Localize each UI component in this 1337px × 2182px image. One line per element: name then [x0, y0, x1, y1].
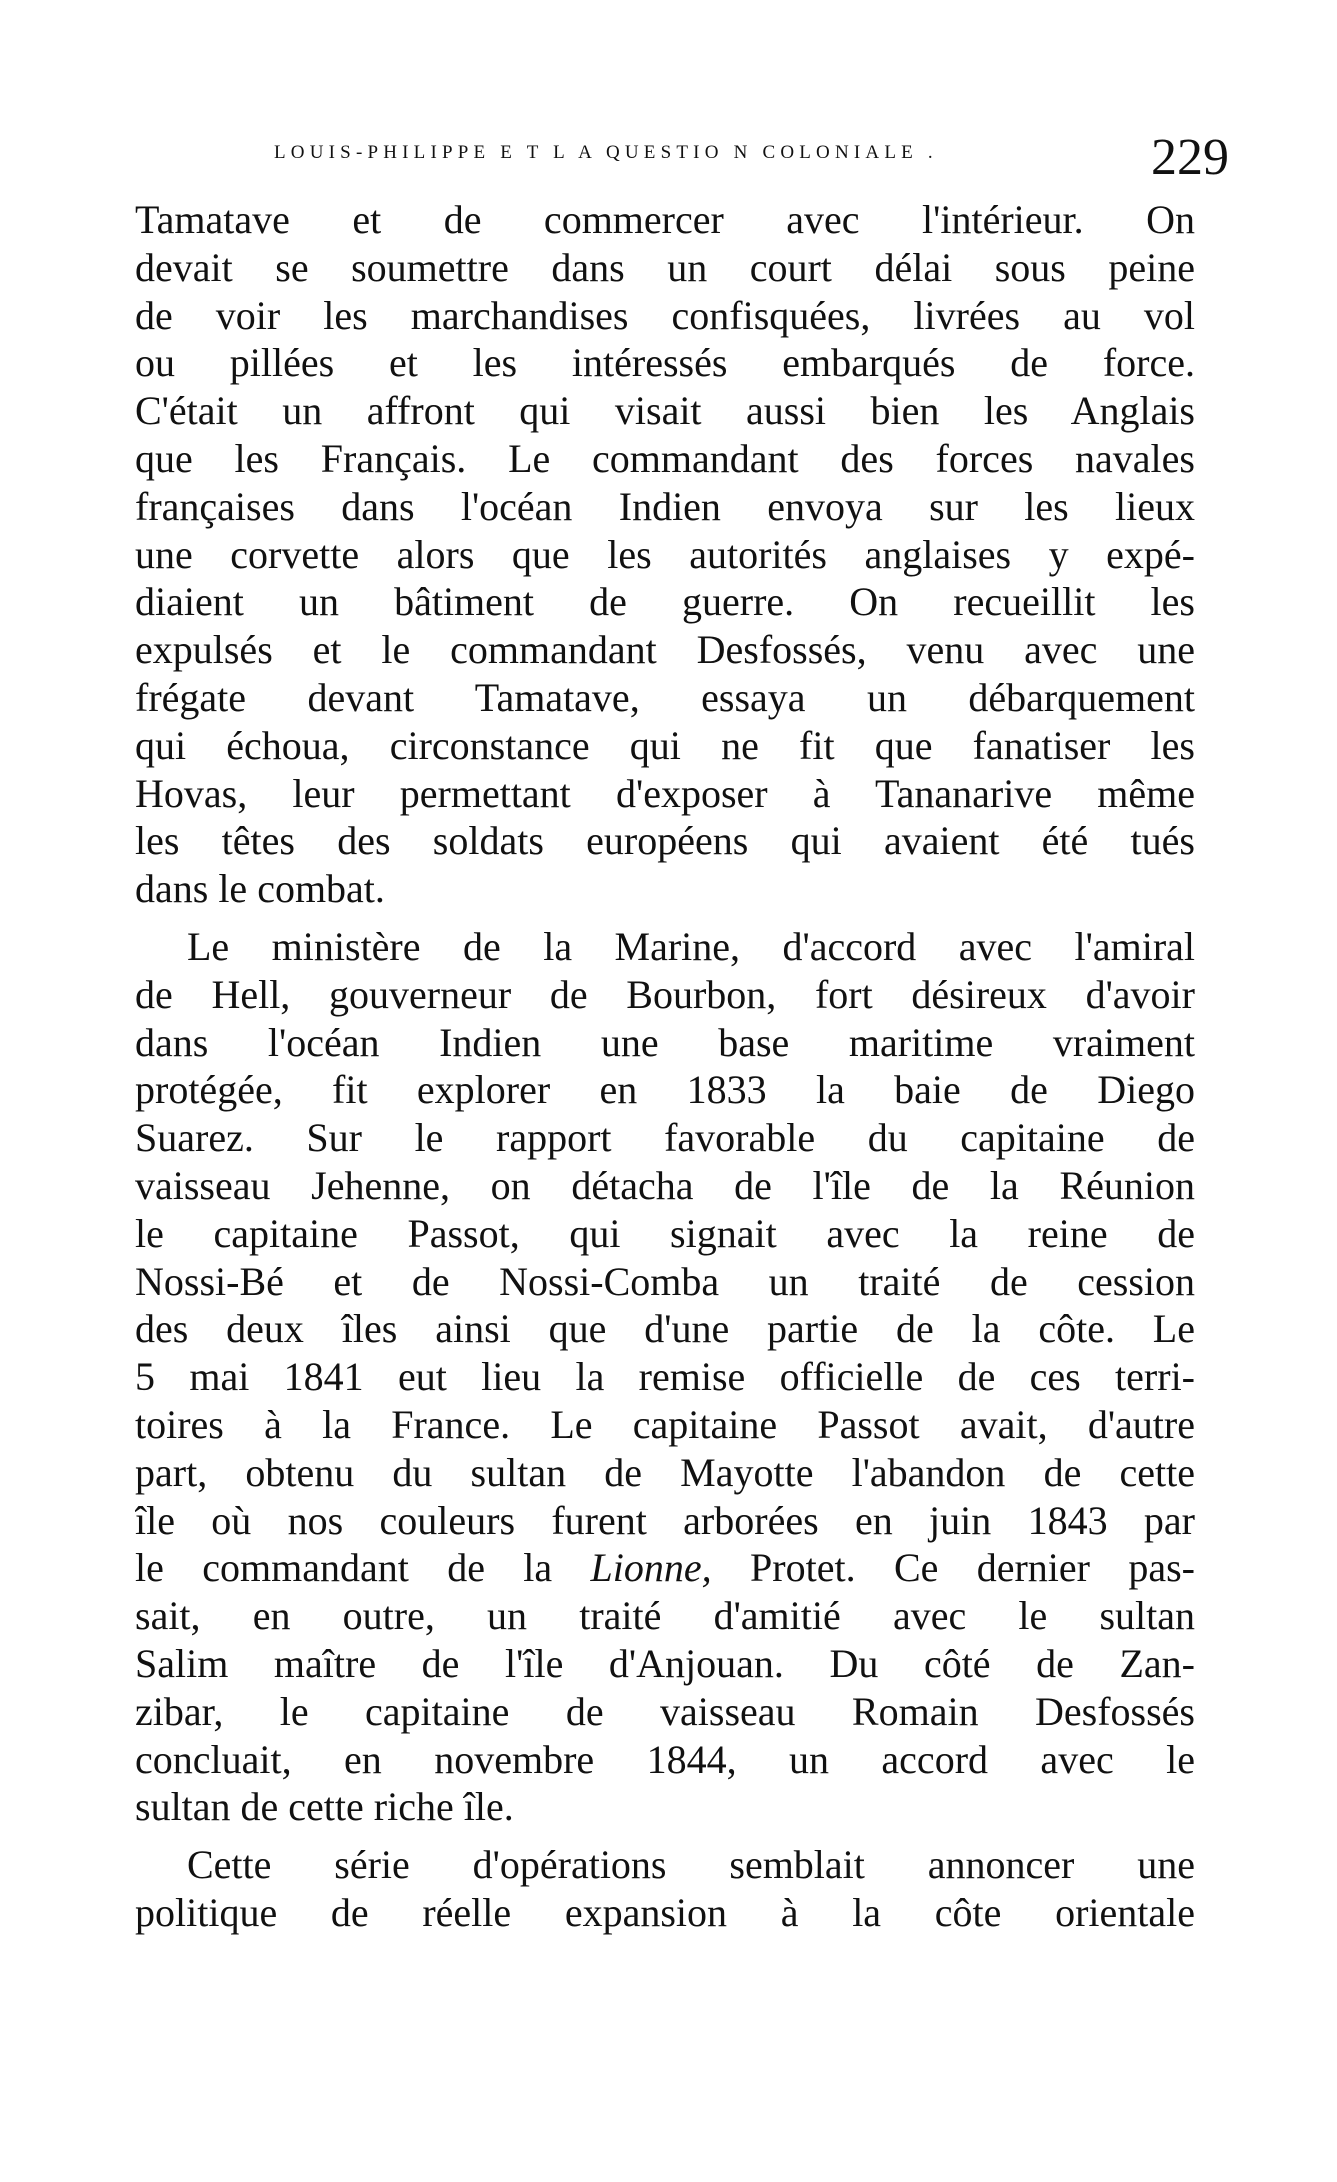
paragraph-gap: [135, 1831, 1195, 1841]
text-line: dans le combat.: [135, 866, 385, 912]
text-line: une corvette alors que les autorités anglaises y expé-: [135, 531, 1195, 577]
text-line: dans l'océan Indien une base maritime vraiment: [135, 1019, 1195, 1065]
text-line: Salim maître de l'île d'Anjouan. Du côté de Zan-: [135, 1640, 1195, 1686]
text-line: de voir les marchandises confisquées, livrées au vol: [135, 292, 1195, 338]
paragraph-gap: [135, 913, 1195, 923]
text-line: 5 mai 1841 eut lieu la remise officielle de ces terri-: [135, 1354, 1195, 1400]
text-line: politique de réelle expansion à la côte orientale: [135, 1889, 1195, 1935]
text-line: protégée, fit explorer en 1833 la baie de Diego: [135, 1067, 1195, 1113]
text-line: de Hell, gouverneur de Bourbon, fort désireux d'avoir: [135, 971, 1195, 1017]
text-line: Cette série d'opérations semblait annoncer une: [187, 1842, 1195, 1888]
paragraph-1: [135, 196, 1195, 913]
text-line: françaises dans l'océan Indien envoya sur les lieux: [135, 483, 1195, 529]
text-line: C'était un affront qui visait aussi bien les Anglais: [135, 388, 1195, 434]
text-line: part, obtenu du sultan de Mayotte l'abandon de cette: [135, 1449, 1195, 1495]
text-line: Suarez. Sur le rapport favorable du capitaine de: [135, 1115, 1195, 1161]
ship-name-italic: Lionne,: [590, 1545, 712, 1591]
text-line: Tamatave et de commercer avec l'intérieur. On: [135, 197, 1195, 242]
text-segment: le commandant de la: [135, 1545, 591, 1591]
text-line: concluait, en novembre 1844, un accord avec le: [135, 1736, 1195, 1782]
text-line: Le ministère de la Marine, d'accord avec l'amiral: [187, 923, 1195, 969]
text-line: diaient un bâtiment de guerre. On recueillit les: [135, 579, 1195, 625]
text-line: frégate devant Tamatave, essaya un débarquement: [135, 674, 1195, 720]
text-line: vaisseau Jehenne, on détacha de l'île de la Réunion: [135, 1162, 1195, 1208]
page-number: 229: [1151, 129, 1229, 186]
running-title: LOUIS-PHILIPPE E T L A QUESTIO N COLONIALE .: [274, 142, 938, 163]
text-line: sultan de cette riche île.: [135, 1784, 514, 1830]
text-line: île où nos couleurs furent arborées en juin 1843 par: [135, 1497, 1195, 1543]
paragraph-2: [135, 923, 1195, 1831]
text-line: les têtes des soldats européens qui avaient été tués: [135, 818, 1195, 864]
text-line: Nossi-Bé et de Nossi-Comba un traité de cession: [135, 1258, 1195, 1304]
text-line: le capitaine Passot, qui signait avec la reine de: [135, 1210, 1195, 1256]
text-line: sait, en outre, un traité d'amitié avec le sultan: [135, 1593, 1195, 1639]
body-text: [135, 196, 1195, 1937]
text-line: expulsés et le commandant Desfossés, venu avec une: [135, 627, 1195, 673]
text-line: que les Français. Le commandant des forces navales: [135, 435, 1195, 481]
text-line: toires à la France. Le capitaine Passot avait, d'autre: [135, 1401, 1195, 1447]
text-line: des deux îles ainsi que d'une partie de la côte. Le: [135, 1306, 1195, 1352]
text-line: qui échoua, circonstance qui ne fit que fanatiser les: [135, 722, 1195, 768]
text-segment: Protet. Ce dernier pas-: [711, 1545, 1195, 1591]
text-line: devait se soumettre dans un court délai sous peine: [135, 244, 1195, 290]
text-line: zibar, le capitaine de vaisseau Romain Desfossés: [135, 1688, 1195, 1734]
text-line: Hovas, leur permettant d'exposer à Tananarive même: [135, 770, 1195, 816]
text-line-with-italic: [135, 1544, 1195, 1592]
paragraph-3: [135, 1841, 1195, 1937]
running-head: [274, 128, 1229, 198]
text-line: ou pillées et les intéressés embarqués de force.: [135, 340, 1195, 386]
